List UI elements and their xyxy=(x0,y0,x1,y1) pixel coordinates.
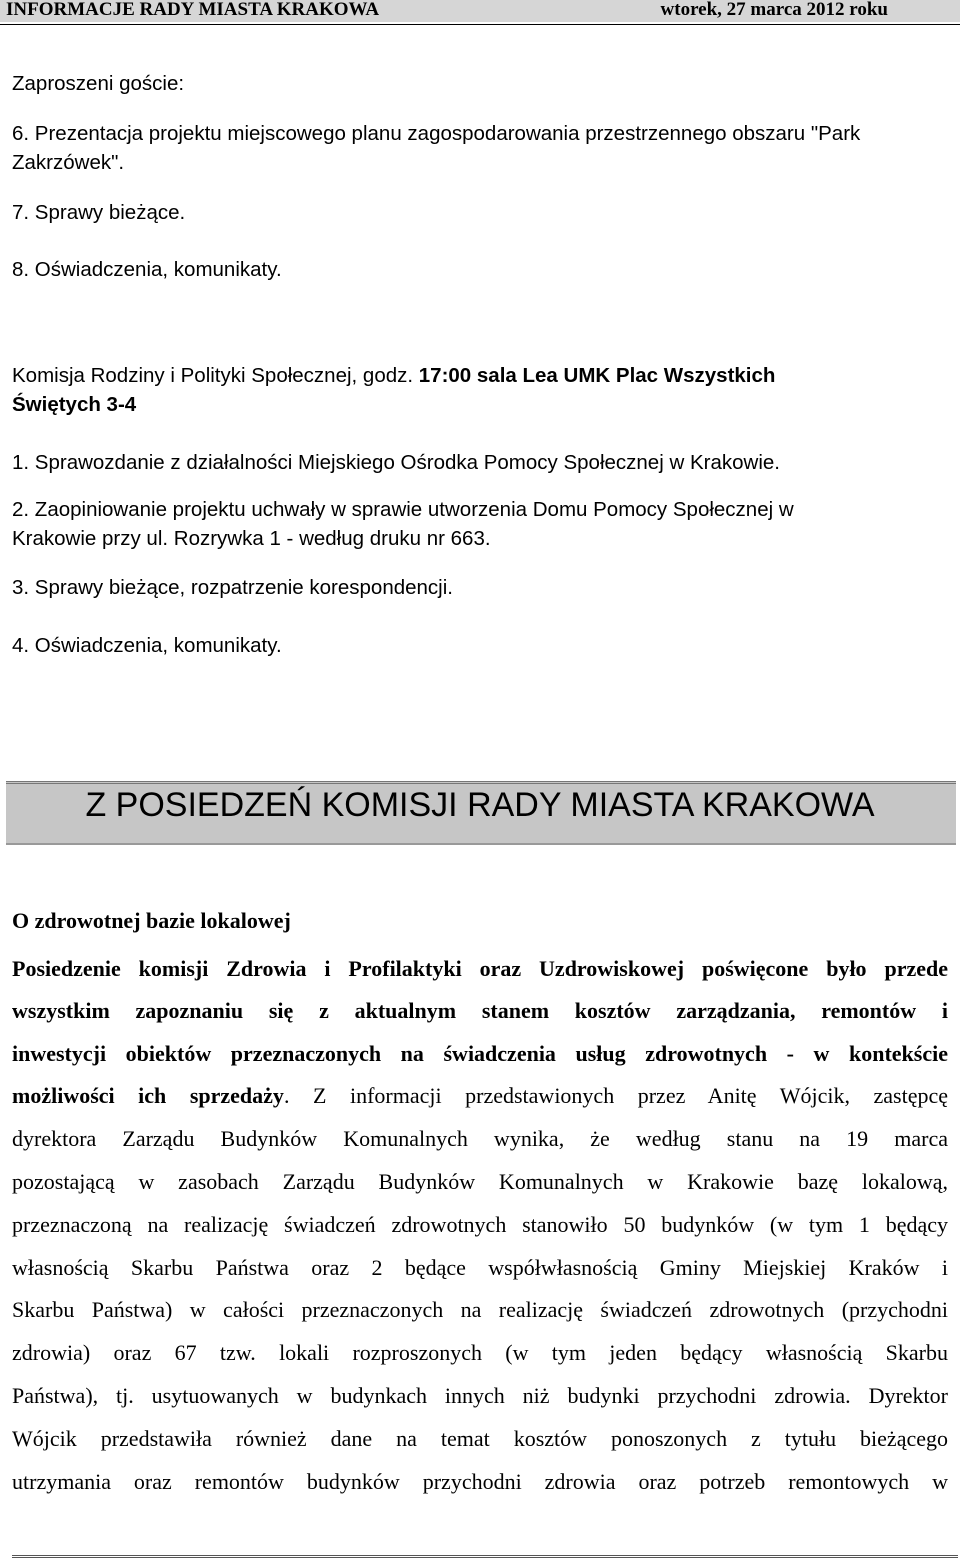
article-phrase: . Z informacji przedstawionych przez Anitę Wójcik, zastępcę xyxy=(283,1083,948,1108)
article-line: dyrektora Zarządu Budynków Komunalnych wynika, że według stanu na 19 marca xyxy=(12,1126,948,1151)
header-rule xyxy=(0,24,960,25)
commission-time-place: 17:00 sala Lea UMK Plac Wszystkich xyxy=(418,364,776,387)
article-line-mixed xyxy=(12,1083,948,1109)
commission-item-2-line1: 2. Zaopiniowanie projektu uchwały w sprawie utworzenia Domu Pomocy Społecznej w xyxy=(12,498,794,521)
article-line: Wójcik przedstawiła również dane na temat kosztów ponoszonych z tytułu bieżącego xyxy=(12,1426,948,1451)
article-line: Skarbu Państwa) w całości przeznaczonych na realizację świadczeń zdrowotnych (przychodni xyxy=(12,1297,948,1322)
article-line: przeznaczoną na realizację świadczeń zdrowotnych stanowiło 50 budynków (w tym 1 będący xyxy=(12,1212,948,1237)
commission-item-2-line2: Krakowie przy ul. Rozrywka 1 - według druku nr 663. xyxy=(12,527,491,550)
commission-heading-line2: Świętych 3-4 xyxy=(12,393,137,416)
article-line: zdrowia) oraz 67 tzw. lokali rozproszonych (w tym jeden będący własnością Skarbu xyxy=(12,1340,948,1365)
section-title: Z POSIEDZEŃ KOMISJI RADY MIASTA KRAKOWA xyxy=(85,786,875,824)
commission-item-1: 1. Sprawozdanie z działalności Miejskiego Ośrodka Pomocy Społecznej w Krakowie. xyxy=(12,451,780,474)
agenda-item-8: 8. Oświadczenia, komunikaty. xyxy=(12,258,282,281)
agenda-item-7: 7. Sprawy bieżące. xyxy=(12,201,186,224)
article-line: Państwa), tj. usytuowanych w budynkach innych niż budynki przychodni zdrowia. Dyrektor xyxy=(12,1383,948,1408)
article-subtitle: O zdrowotnej bazie lokalowej xyxy=(12,908,291,933)
article-line: utrzymania oraz remontów budynków przychodni zdrowia oraz potrzeb remontowych w xyxy=(12,1469,948,1494)
commission-item-4: 4. Oświadczenia, komunikaty. xyxy=(12,634,282,657)
article-line: pozostającą w zasobach Zarządu Budynków Komunalnych w Krakowie bazę lokalową, xyxy=(12,1169,948,1194)
agenda-item-6-line1: 6. Prezentacja projektu miejscowego planu zagospodarowania przestrzennego obszaru "Park xyxy=(12,122,861,145)
guests-label: Zaproszeni goście: xyxy=(12,72,185,95)
commission-heading-line1 xyxy=(12,364,775,388)
article-line: inwestycji obiektów przeznaczonych na świadczenia usług zdrowotnych - w kontekście xyxy=(12,1041,948,1066)
commission-name: Komisja Rodziny i Polityki Społecznej, godz. xyxy=(12,364,419,387)
header-publication: INFORMACJE RADY MIASTA KRAKOWA xyxy=(6,0,380,20)
page-header xyxy=(0,0,960,22)
agenda-item-6-line2: Zakrzówek". xyxy=(12,151,125,174)
article-line: Posiedzenie komisji Zdrowia i Profilaktyki oraz Uzdrowiskowej poświęcone było przede xyxy=(12,956,948,981)
header-date: wtorek, 27 marca 2012 roku xyxy=(660,0,888,20)
commission-item-3: 3. Sprawy bieżące, rozpatrzenie korespondencji. xyxy=(12,576,453,599)
article-line: wszystkim zapoznaniu się z aktualnym stanem kosztów zarządzania, remontów i xyxy=(12,998,948,1023)
article-bold-phrase: możliwości ich sprzedaży xyxy=(12,1083,284,1108)
footer-rule xyxy=(12,1555,958,1558)
article-line: własnością Skarbu Państwa oraz 2 będące współwłasnością Gminy Miejskiej Kraków i xyxy=(12,1255,948,1280)
